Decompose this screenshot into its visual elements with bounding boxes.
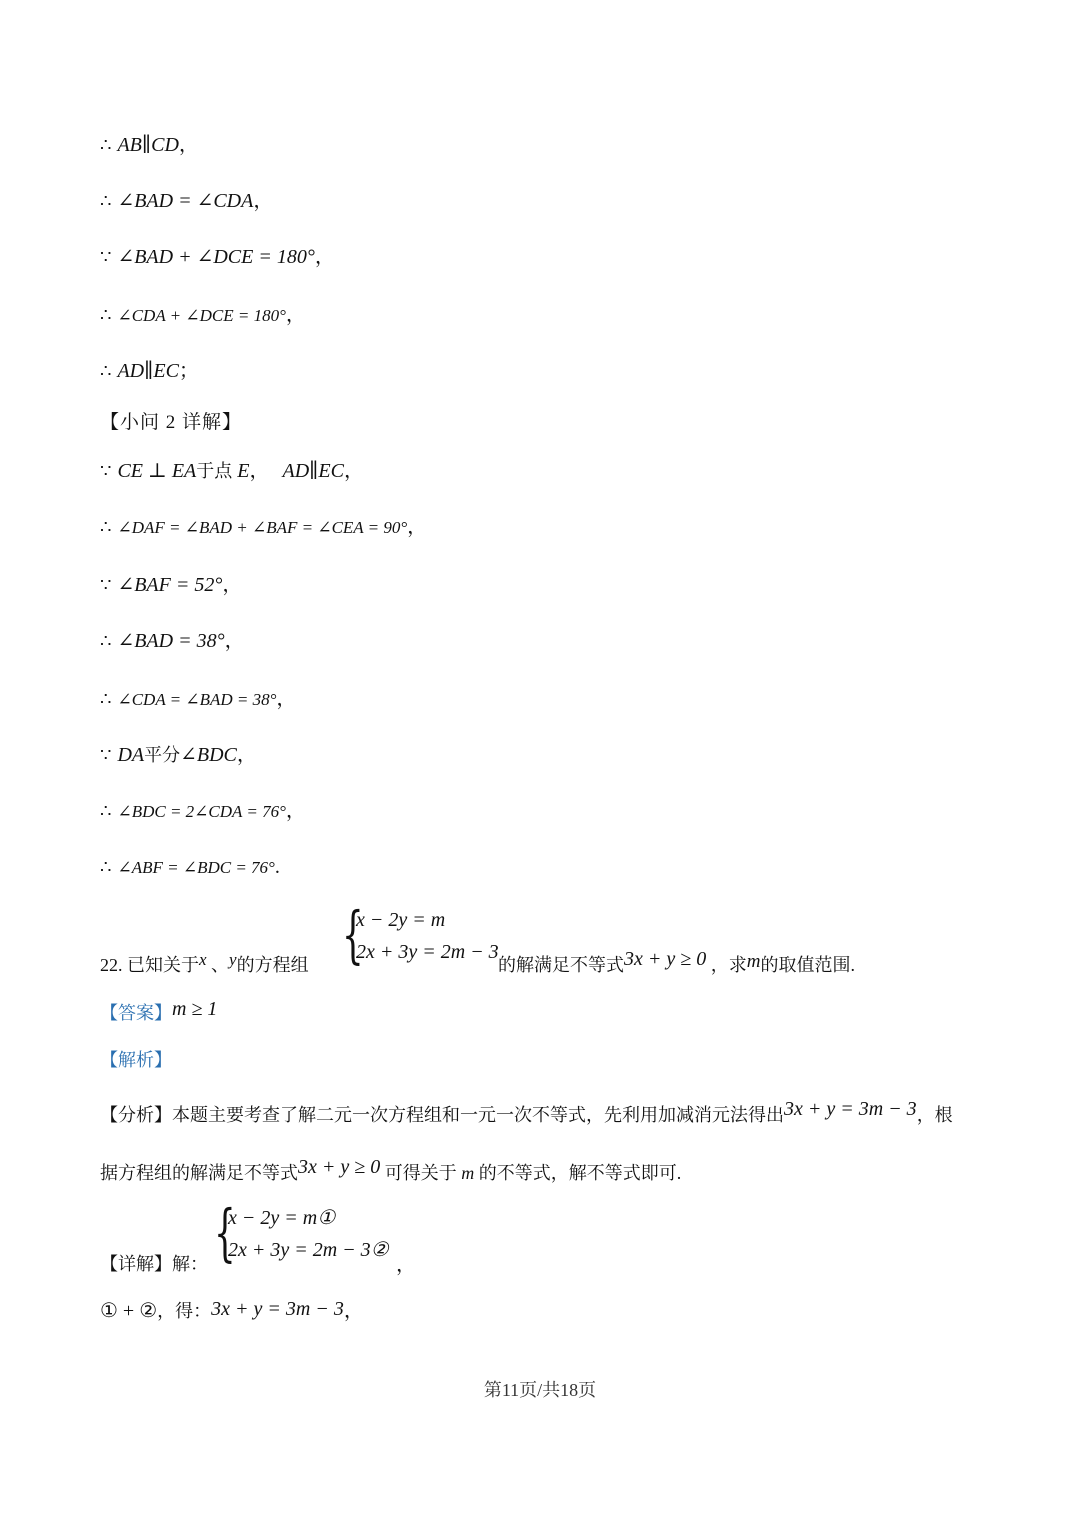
punctuation: ， (343, 1300, 364, 1322)
punctuation: ， (285, 304, 306, 326)
equation-1: x − 2y = m① (228, 1207, 336, 1229)
text: ，求 (710, 955, 747, 975)
therefore-symbol: ∴ (100, 857, 112, 877)
left-brace: { (342, 898, 364, 971)
proof-line (100, 300, 306, 331)
punctuation: ， (343, 460, 364, 482)
analysis-line-2 (100, 1158, 681, 1188)
equation-1: x − 2y = m (356, 909, 446, 931)
punctuation: ， (236, 744, 257, 766)
proof-line (100, 130, 199, 160)
proof-line (100, 796, 306, 827)
proof-line (100, 512, 427, 543)
text: 的不等式，解不等式即可. (478, 1163, 682, 1183)
math-expression: AD∥EC (282, 460, 344, 482)
proof-line (100, 570, 242, 600)
inequality: 3x + y ≥ 0 (624, 948, 707, 970)
punctuation: ， (249, 460, 270, 482)
variable-m: m (746, 951, 761, 972)
punctuation: ， (314, 246, 335, 268)
math-expression: DA (117, 744, 145, 766)
proof-line (100, 740, 257, 770)
equation-2: 2x + 3y = 2m − 3② (228, 1239, 389, 1261)
math-expression: ∠CDA + ∠DCE = 180° (117, 306, 286, 325)
math-expression: ∠BAD + ∠DCE = 180° (117, 246, 315, 268)
math-expression: AB∥CD (117, 134, 179, 156)
math-expression: ∠ABF = ∠BDC = 76° (117, 858, 275, 877)
proof-line (100, 684, 296, 715)
proof-line (100, 456, 364, 486)
text: 于点 (196, 461, 233, 481)
text: 【分析】本题主要考查了解二元一次方程组和一元一次不等式，先利用加减消元法得出 (100, 1105, 784, 1125)
math-expression: ∠BDC (180, 744, 237, 766)
analysis-label: 【解析】 (100, 1050, 172, 1070)
question-number: 22. (100, 955, 123, 975)
text: 平分 (144, 745, 181, 765)
because-symbol: ∵ (100, 745, 112, 765)
math-expression: 3x + y ≥ 0 (298, 1156, 381, 1178)
math-expression: ∠CDA = ∠BAD = 38° (117, 690, 277, 709)
text: 据方程组的解满足不等式 (100, 1163, 298, 1183)
therefore-symbol: ∴ (100, 631, 112, 651)
math-expression: ∠BAD = 38° (117, 630, 225, 652)
variable-y: y (229, 950, 237, 969)
detail-label: 【详解】解： (100, 1254, 208, 1274)
answer-line (100, 998, 217, 1028)
math-expression: ∠BDC = 2∠CDA = 76° (117, 802, 286, 821)
math-expression: ① + ② (100, 1300, 158, 1322)
page-footer: 第11页/共18页 (483, 1380, 597, 1400)
therefore-symbol: ∴ (100, 135, 112, 155)
punctuation: ， (178, 134, 199, 156)
text: 的方程组 (236, 955, 309, 975)
math-expression: 3x + y = 3m − 3 (784, 1098, 917, 1120)
math-expression: 3x + y = 3m − 3 (211, 1298, 344, 1320)
equation-2: 2x + 3y = 2m − 3 (356, 941, 499, 963)
math-expression: E (237, 460, 250, 482)
proof-line (100, 626, 245, 656)
punctuation: ， (253, 190, 274, 212)
proof-line (100, 852, 280, 883)
left-brace: { (214, 1196, 236, 1269)
question-22-lead (100, 950, 309, 981)
variable-m: m (461, 1163, 475, 1183)
therefore-symbol: ∴ (100, 689, 112, 709)
math-expression: ∠BAF = 52° (117, 574, 223, 596)
analysis-line-1 (100, 1100, 953, 1130)
proof-line (100, 242, 335, 272)
answer-value: m ≥ 1 (172, 998, 218, 1020)
math-expression: CE ⊥ EA (117, 460, 197, 482)
therefore-symbol: ∴ (100, 305, 112, 325)
text: 可得关于 (384, 1163, 457, 1183)
because-symbol: ∵ (100, 461, 112, 481)
text: ，根 (916, 1105, 953, 1125)
math-expression: ∠DAF = ∠BAD + ∠BAF = ∠CEA = 90° (117, 518, 408, 537)
text: 、 (211, 955, 230, 975)
punctuation: ， (224, 630, 245, 652)
punctuation: ， (222, 574, 243, 596)
subquestion-2-title: 【小问 2 详解】 (100, 412, 243, 433)
because-symbol: ∵ (100, 575, 112, 595)
therefore-symbol: ∴ (100, 361, 112, 381)
punctuation: ， (396, 1254, 416, 1276)
text: ，得： (157, 1301, 212, 1321)
punctuation: ； (178, 360, 199, 382)
answer-label: 【答案】 (100, 1003, 172, 1023)
proof-line (100, 356, 199, 386)
proof-line (100, 186, 273, 216)
text: 的解满足不等式 (498, 955, 624, 975)
punctuation: ， (407, 516, 428, 538)
punctuation: . (274, 856, 280, 878)
therefore-symbol: ∴ (100, 191, 112, 211)
therefore-symbol: ∴ (100, 801, 112, 821)
text: 已知关于 (127, 955, 199, 975)
therefore-symbol: ∴ (100, 517, 112, 537)
variable-x: x (199, 950, 207, 969)
because-symbol: ∵ (100, 247, 112, 267)
math-expression: ∠BAD = ∠CDA (117, 190, 254, 212)
question-22-tail (498, 950, 855, 981)
sum-line (100, 1296, 364, 1326)
punctuation: ， (285, 800, 306, 822)
punctuation: ， (276, 688, 297, 710)
text: 的取值范围. (760, 955, 855, 975)
math-expression: AD∥EC (117, 360, 179, 382)
